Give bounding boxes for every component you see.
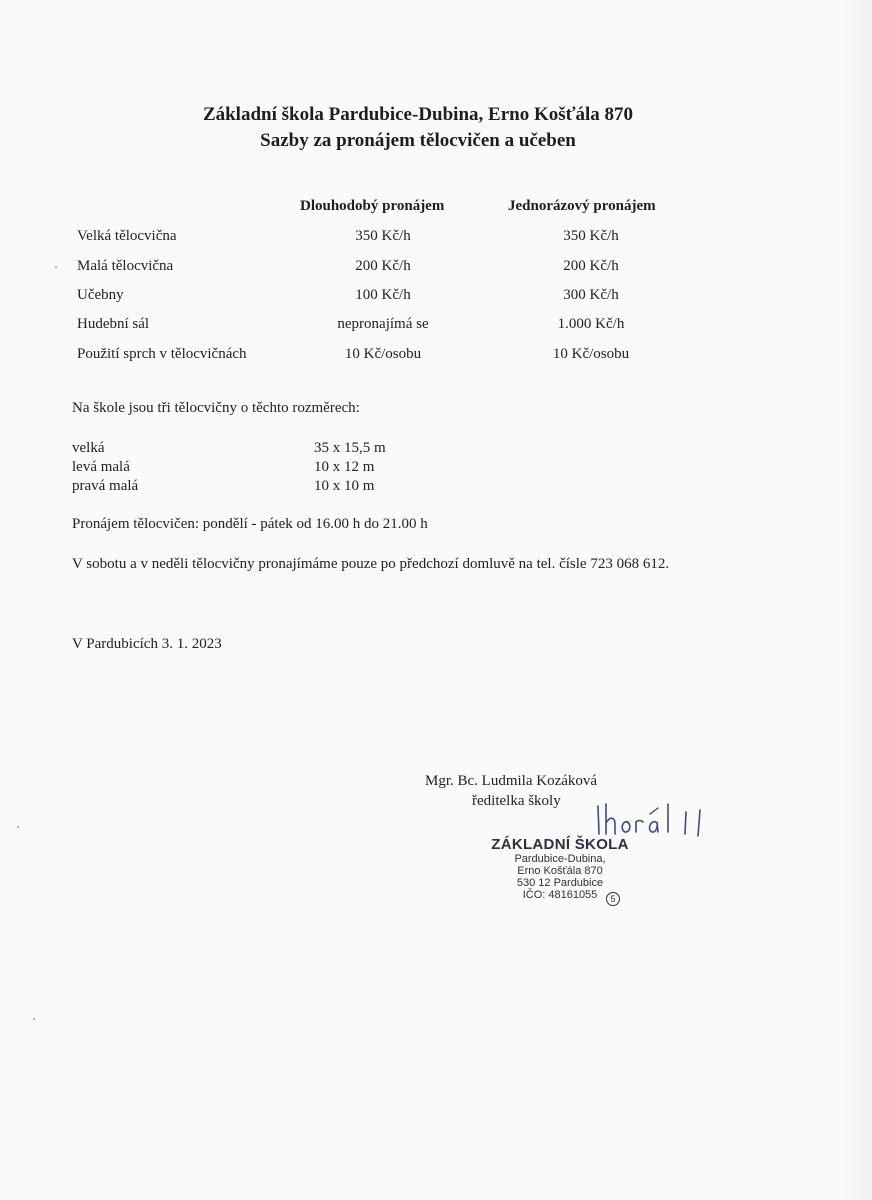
- rate-row: [0, 287, 872, 309]
- stamp-line: IČO: 48161055: [522, 889, 598, 901]
- dimension-label: velká: [72, 440, 105, 456]
- dimensions-intro: Na škole jsou tři tělocvičny o těchto rozměrech:: [72, 400, 360, 416]
- paper-speck: [55, 266, 57, 268]
- weekend-note: V sobotu a v neděli tělocvičny pronajímáme pouze po předchozí domluvě na tel. čísle 723 068 612.: [72, 556, 670, 572]
- signatory-role: ředitelka školy: [472, 793, 561, 809]
- rate-row: [0, 316, 872, 338]
- rate-row-name: Velká tělocvična: [77, 228, 177, 244]
- handwritten-signature: [592, 796, 722, 840]
- rate-row-long-term: 200 Kč/h: [355, 258, 411, 274]
- rate-row-name: Hudební sál: [77, 316, 150, 332]
- rate-row-one-time: 10 Kč/osobu: [552, 346, 630, 362]
- signatory-name: Mgr. Bc. Ludmila Kozáková: [425, 773, 598, 789]
- dimension-label: levá malá: [72, 459, 130, 475]
- stamp-title: ZÁKLADNÍ ŠKOLA: [491, 836, 629, 853]
- dimension-value: 10 x 10 m: [314, 478, 375, 494]
- scan-edge-shadow: [842, 0, 872, 1200]
- column-header-one-time: Jednorázový pronájem: [508, 198, 656, 214]
- rate-row: [0, 228, 872, 250]
- stamp-number-mark: 5: [606, 892, 620, 906]
- rate-row-long-term: 350 Kč/h: [355, 228, 411, 244]
- place-and-date: V Pardubicích 3. 1. 2023: [72, 636, 222, 652]
- stamp-line: Erno Košťála 870: [517, 865, 603, 877]
- stamp-line: 530 12 Pardubice: [516, 877, 604, 889]
- rate-row-name: Použití sprch v tělocvičnách: [77, 346, 247, 362]
- rate-row-one-time: 300 Kč/h: [563, 287, 619, 303]
- paper-speck: [17, 826, 19, 828]
- dimension-label: pravá malá: [72, 478, 139, 494]
- paper-speck: [33, 1018, 35, 1020]
- rate-row-one-time: 350 Kč/h: [563, 228, 619, 244]
- rate-row-one-time: 1.000 Kč/h: [557, 316, 625, 332]
- rate-row-name: Učebny: [77, 287, 124, 303]
- document-title: Sazby za pronájem tělocvičen a učeben: [260, 130, 576, 151]
- rate-row-one-time: 200 Kč/h: [563, 258, 619, 274]
- column-header-long-term: Dlouhodobý pronájem: [300, 198, 445, 214]
- dimension-value: 10 x 12 m: [314, 459, 375, 475]
- school-stamp: [460, 836, 660, 901]
- rate-row-long-term: 100 Kč/h: [355, 287, 411, 303]
- rate-row: [0, 258, 872, 280]
- school-name-heading: Základní škola Pardubice-Dubina, Erno Košťála 870: [202, 104, 634, 125]
- rate-row-long-term: 10 Kč/osobu: [344, 346, 422, 362]
- rate-row-name: Malá tělocvična: [77, 258, 174, 274]
- rate-row: [0, 346, 872, 368]
- stamp-line: Pardubice-Dubina,: [514, 853, 606, 865]
- rate-row-long-term: nepronajímá se: [337, 316, 429, 332]
- dimension-value: 35 x 15,5 m: [314, 440, 386, 456]
- rental-hours-note: Pronájem tělocvičen: pondělí - pátek od 16.00 h do 21.00 h: [72, 516, 428, 532]
